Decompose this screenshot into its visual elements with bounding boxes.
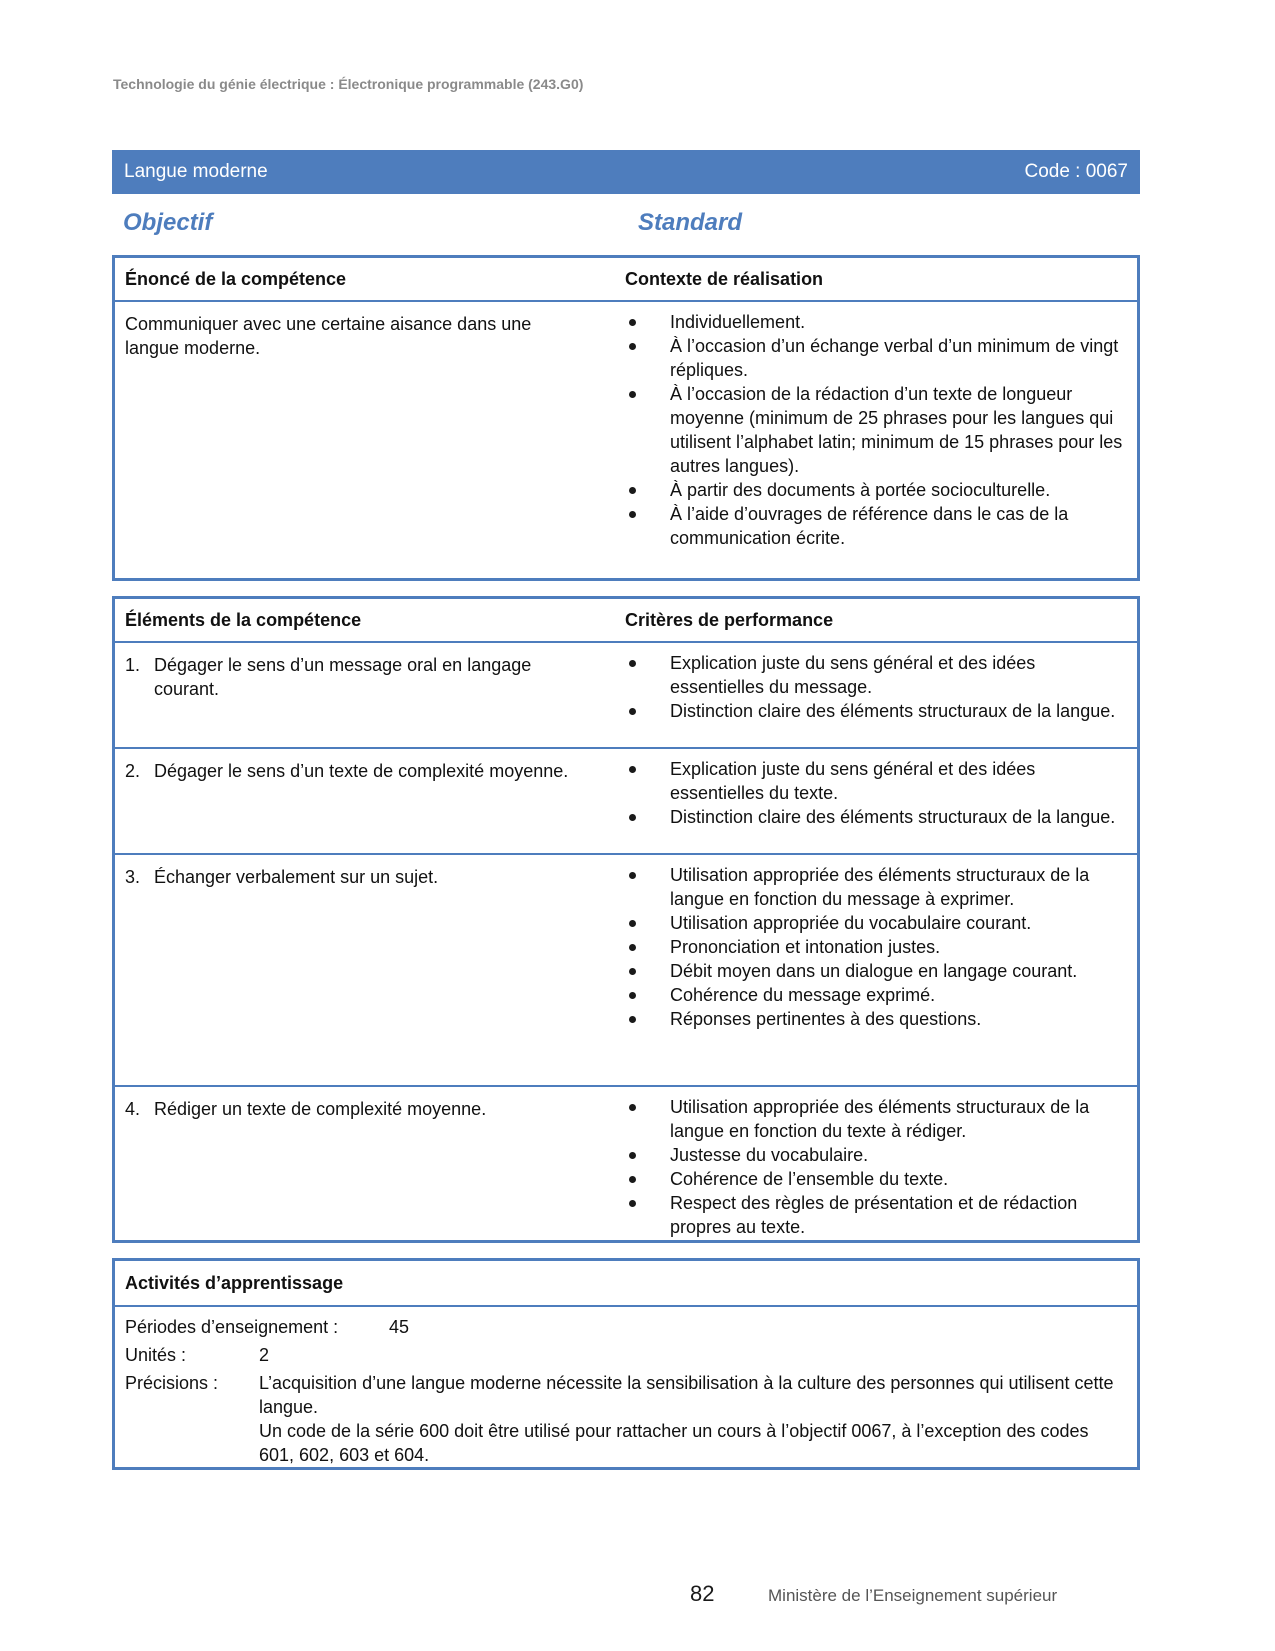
precisions-label: Précisions : [125, 1373, 219, 1393]
criterion-item: Cohérence de l’ensemble du texte. [625, 1167, 1137, 1191]
contexte-heading: Contexte de réalisation [625, 268, 824, 289]
criterion-item: Utilisation appropriée des éléments structuraux de la langue en fonction du texte à rédiger. [625, 1095, 1137, 1143]
element-row [115, 747, 1137, 853]
element-row [115, 643, 1137, 747]
contexte-item: À l’aide d’ouvrages de référence dans le cas de la communication écrite. [625, 502, 1137, 550]
criterion-item: Justesse du vocabulaire. [625, 1143, 1137, 1167]
criteria-list [625, 757, 1137, 829]
contexte-item: À l’occasion de la rédaction d’un texte de longueur moyenne (minimum de 25 phrases pour les langues qui utilisent l’alphabet latin; minimum de 15 phrases pour les autres langues). [625, 382, 1137, 478]
periodes-label: Périodes d’enseignement : [125, 1317, 339, 1337]
criterion-item: Prononciation et intonation justes. [625, 935, 1137, 959]
elements-heading: Éléments de la compétence [125, 609, 362, 630]
running-header: Technologie du génie électrique : Électronique programmable (243.G0) [113, 76, 584, 92]
contexte-list [625, 310, 1137, 550]
element-row [115, 1085, 1137, 1245]
element-number: 3. [125, 867, 141, 887]
objectif-label: Objectif [123, 209, 213, 236]
unites-label: Unités : [125, 1345, 187, 1365]
elements-header [115, 599, 1137, 643]
periodes-value: 45 [389, 1317, 410, 1337]
unites-row [125, 1343, 1127, 1367]
competence-header [115, 258, 1137, 302]
activites-box [112, 1258, 1140, 1470]
criterion-item: Distinction claire des éléments structuraux de la langue. [625, 699, 1137, 723]
criterion-item: Utilisation appropriée des éléments structuraux de la langue en fonction du message à exprimer. [625, 863, 1137, 911]
page-number: 82 [690, 1581, 715, 1606]
activites-heading: Activités d’apprentissage [115, 1261, 1137, 1307]
course-code: Code : 0067 [1024, 161, 1128, 182]
precisions-row [125, 1371, 1127, 1467]
element-number: 2. [125, 761, 141, 781]
contexte-item: À partir des documents à portée socioculturelle. [625, 478, 1137, 502]
element-text: Dégager le sens d’un message oral en langage courant. [154, 655, 532, 699]
element-text: Dégager le sens d’un texte de complexité moyenne. [154, 761, 569, 781]
course-name: Langue moderne [124, 161, 268, 182]
criteria-list [625, 651, 1137, 723]
element-number: 4. [125, 1099, 141, 1119]
element-text: Échanger verbalement sur un sujet. [154, 867, 439, 887]
criterion-item: Explication juste du sens général et des idées essentielles du texte. [625, 757, 1137, 805]
precision-text: L’acquisition d’une langue moderne nécessite la sensibilisation à la culture des personnes qui utilisent cette langue. [259, 1373, 1114, 1417]
criterion-item: Explication juste du sens général et des idées essentielles du message. [625, 651, 1137, 699]
elements-box [112, 596, 1140, 1243]
enonce-text: Communiquer avec une certaine aisance dans une langue moderne. [125, 314, 532, 358]
element-text: Rédiger un texte de complexité moyenne. [154, 1099, 487, 1119]
criteria-list [625, 1095, 1137, 1239]
criterion-item: Débit moyen dans un dialogue en langage courant. [625, 959, 1137, 983]
ministry-name: Ministère de l’Enseignement supérieur [768, 1586, 1058, 1605]
contexte-item: À l’occasion d’un échange verbal d’un minimum de vingt répliques. [625, 334, 1137, 382]
precision-text: Un code de la série 600 doit être utilisé pour rattacher un cours à l’objectif 0067, à l’exception des codes 601, 602, 603 et 604. [259, 1421, 1089, 1465]
criterion-item: Cohérence du message exprimé. [625, 983, 1137, 1007]
competence-row [115, 302, 1137, 556]
periodes-row [125, 1315, 1127, 1339]
element-number: 1. [125, 655, 141, 675]
element-row [115, 853, 1137, 1085]
criterion-item: Respect des règles de présentation et de rédaction propres au texte. [625, 1191, 1137, 1239]
contexte-item: Individuellement. [625, 310, 1137, 334]
criterion-item: Distinction claire des éléments structuraux de la langue. [625, 805, 1137, 829]
page-footer [690, 1581, 1057, 1607]
standard-label: Standard [638, 209, 743, 236]
course-title-bar [112, 150, 1140, 194]
unites-value: 2 [259, 1345, 270, 1365]
criteria-list [625, 863, 1137, 1031]
criterion-item: Réponses pertinentes à des questions. [625, 1007, 1137, 1031]
criteres-heading: Critères de performance [625, 609, 834, 630]
criterion-item: Utilisation appropriée du vocabulaire courant. [625, 911, 1137, 935]
enonce-heading: Énoncé de la compétence [125, 268, 347, 289]
competence-box [112, 255, 1140, 581]
